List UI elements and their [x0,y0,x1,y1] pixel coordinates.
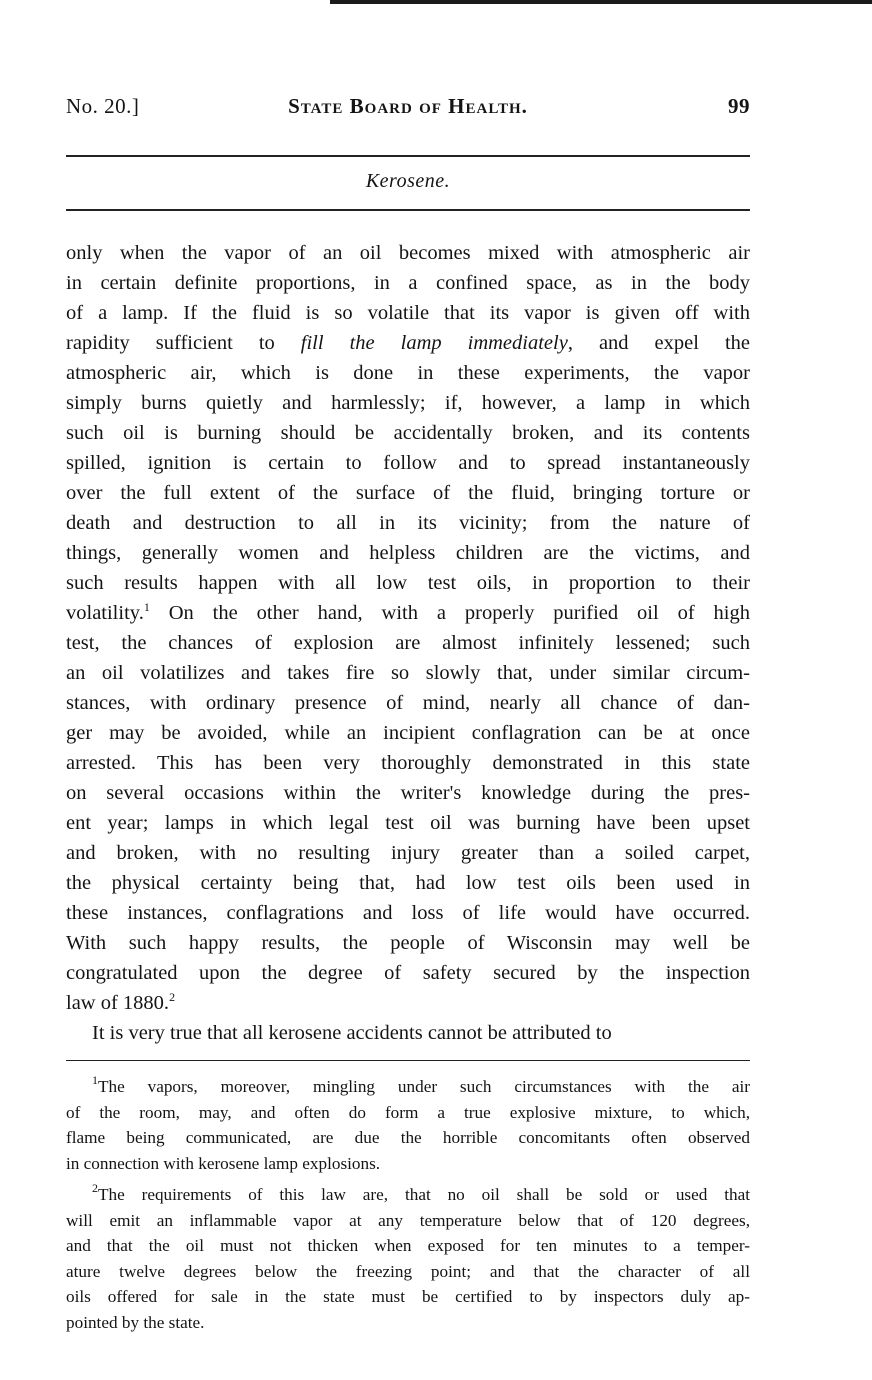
body-line: It is very true that all kerosene accidents cannot be attributed to [92,1022,612,1044]
footnote-line: oils offered for sale in the state must be certified to by inspectors duly ap- [66,1287,750,1306]
body-line: law of 1880.$^2$ [66,990,176,1014]
body-line: stances, with ordinary presence of mind, nearly all chance of dan- [66,692,750,714]
section-rule [66,209,750,211]
body-line: only when the vapor of an oil becomes mixed with atmospheric air [66,242,750,264]
footnote-line: $^2$The requirements of this law are, that no oil shall be sold or used that [92,1181,750,1204]
footnote-line: in connection with kerosene lamp explosions. [66,1153,381,1173]
body-line: over the full extent of the surface of the fluid, bringing torture or [66,482,750,504]
section-title: Kerosene. [365,170,451,192]
body-line: ent year; lamps in which legal test oil was burning have been upset [66,812,750,834]
body-text [66,238,750,1048]
footnotes [66,1074,750,1335]
footnote-marker: 1 [92,1073,98,1087]
footnote-rule [66,1060,750,1061]
footnote-line: of the room, may, and often do form a true explosive mixture, to which, [66,1102,750,1122]
scan-edge-shadow [330,0,872,4]
document-number: No. 20.] [66,94,140,118]
footnote-line: flame being communicated, are due the horrible concomitants often observed [66,1128,750,1147]
body-line: of a lamp. If the fluid is so volatile that its vapor is given off with [66,302,750,324]
footnote [66,1074,750,1176]
footnote [66,1182,750,1335]
body-line: on several occasions within the writer's knowledge during the pres- [66,782,750,804]
body-line: arrested. This has been very thoroughly demonstrated in this state [66,752,750,774]
body-line: spilled, ignition is certain to follow and to spread instantaneously [66,452,750,474]
body-line: such results happen with all low test oils, in proportion to their [66,572,750,594]
footnote-line: pointed by the state. [66,1312,205,1332]
footnote-reference: 2 [169,990,176,1004]
body-line: such oil is burning should be accidentally broken, and its contents [66,422,750,444]
footnote-line: $^1$The vapors, moreover, mingling under such circumstances with the air [92,1073,750,1096]
page-number: 99 [728,94,750,118]
body-line: in certain definite proportions, in a confined space, as in the body [66,272,750,294]
body-line: rapidity sufficient to fill the lamp immediately, and expel the [66,332,750,354]
emphasis-text: fill the lamp immediately [300,332,568,354]
body-line: test, the chances of explosion are almost infinitely lessened; such [66,632,750,654]
running-title: State Board of Health. [288,94,528,118]
footnote-line: and that the oil must not thicken when exposed for ten minutes to a temper- [66,1236,750,1255]
running-head [66,94,750,128]
body-line: the physical certainty being that, had low test oils been used in [66,872,750,894]
body-line: an oil volatilizes and takes fire so slowly that, under similar circum- [66,662,750,684]
footnote-reference: 1 [143,600,150,614]
body-line: ger may be avoided, while an incipient conflagration can be at once [66,722,750,744]
body-line: atmospheric air, which is done in these experiments, the vapor [66,362,750,384]
body-line: death and destruction to all in its vicinity; from the nature of [66,512,750,534]
footnote-line: will emit an inflammable vapor at any temperature below that of 120 degrees, [66,1210,750,1230]
body-line: volatility.$^1$ On the other hand, with a properly purified oil of high [66,600,750,624]
footnote-line: ature twelve degrees below the freezing point; and that the character of all [66,1261,750,1281]
footnote-marker: 2 [92,1181,98,1195]
body-line: congratulated upon the degree of safety secured by the inspection [66,962,750,984]
header-rule [66,155,750,157]
body-line: things, generally women and helpless children are the victims, and [66,542,750,564]
body-line: and broken, with no resulting injury greater than a soiled carpet, [66,842,750,864]
body-line: these instances, conflagrations and loss of life would have occurred. [66,902,750,924]
body-line: simply burns quietly and harmlessly; if, however, a lamp in which [66,392,750,414]
body-line: With such happy results, the people of Wisconsin may well be [66,932,750,954]
